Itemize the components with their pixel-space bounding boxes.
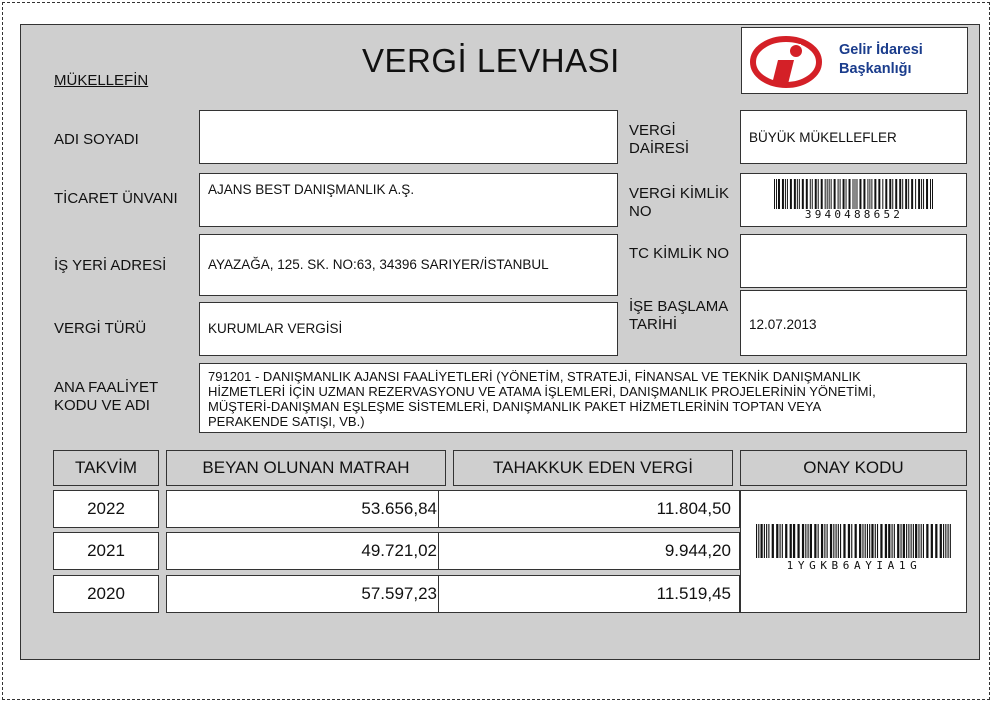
vergi-dairesi-field bbox=[740, 110, 967, 164]
ana-faaliyet-line: HİZMETLERİ İÇİN UZMAN REZERVASYONU VE ATAMA İŞLEMLERİ, DANIŞMANLIK PROJELERİNİN YÖNETİMİ, bbox=[208, 384, 876, 399]
adi-soyadi-value bbox=[200, 111, 617, 127]
vergi-kimlik-no-label: VERGİ KİMLİK NO bbox=[629, 185, 730, 220]
page-title: VERGİ LEVHASI bbox=[362, 42, 620, 79]
gib-logo-icon bbox=[748, 34, 828, 88]
table-row-vergi: 11.519,45 bbox=[438, 575, 740, 613]
ticaret-unvani-value: AJANS BEST DANIŞMANLIK A.Ş. bbox=[208, 182, 415, 197]
vergi-turu-value: KURUMLAR VERGİSİ bbox=[208, 321, 343, 336]
is-yeri-adresi-field bbox=[199, 234, 618, 296]
ana-faaliyet-line: 791201 - DANIŞMANLIK AJANSI FAALİYETLERİ (YÖNETİM, STRATEJİ, FİNANSAL VE TEKNİK DANIŞMANLIK bbox=[208, 369, 861, 384]
table-row-vergi: 9.944,20 bbox=[438, 532, 740, 570]
is-yeri-adresi-label: İŞ YERİ ADRESİ bbox=[54, 257, 167, 274]
logo-line1: Gelir İdaresi bbox=[839, 42, 923, 58]
header-takvim: TAKVİM bbox=[53, 450, 159, 486]
section-label: MÜKELLEFİN bbox=[54, 72, 149, 89]
ise-baslama-field bbox=[740, 290, 967, 356]
table-row-matrah: 53.656,84 bbox=[166, 490, 446, 528]
table-row-matrah: 49.721,02 bbox=[166, 532, 446, 570]
vergi-turu-label: VERGİ TÜRÜ bbox=[54, 320, 147, 337]
header-vergi: TAHAKKUK EDEN VERGİ bbox=[453, 450, 733, 486]
ana-faaliyet-line: MÜŞTERİ-DANIŞMAN EŞLEŞME SİSTEMLERİ, DANIŞMANLIK PAKET HİZMETLERİNİN TOPTAN VEYA bbox=[208, 399, 822, 414]
gib-logo-box bbox=[741, 27, 968, 94]
is-yeri-adresi-value: AYAZAĞA, 125. SK. NO:63, 34396 SARIYER/İSTANBUL bbox=[208, 257, 549, 272]
vergi-dairesi-label: VERGİ DAİRESİ bbox=[629, 122, 690, 157]
header-matrah: BEYAN OLUNAN MATRAH bbox=[166, 450, 446, 486]
vergi-dairesi-value: BÜYÜK MÜKELLEFLER bbox=[749, 130, 897, 145]
ticaret-unvani-field bbox=[199, 173, 618, 227]
onay-kodu-barcode-icon bbox=[756, 524, 952, 558]
onay-kodu-field bbox=[740, 490, 967, 613]
ana-faaliyet-label: ANA FAALİYET KODU VE ADI bbox=[54, 379, 159, 414]
tc-kimlik-no-field bbox=[740, 234, 967, 288]
ise-baslama-value: 12.07.2013 bbox=[749, 317, 817, 332]
vergi-kimlik-no-field bbox=[740, 173, 967, 227]
logo-line2: Başkanlığı bbox=[839, 61, 912, 77]
tc-kimlik-no-value bbox=[741, 235, 966, 251]
table-row-year: 2021 bbox=[53, 532, 159, 570]
vkn-barcode-text: 3940488652 bbox=[804, 208, 904, 221]
adi-soyadi-field bbox=[199, 110, 618, 164]
adi-soyadi-label: ADI SOYADI bbox=[54, 131, 139, 148]
ticaret-unvani-label: TİCARET ÜNVANI bbox=[54, 190, 178, 207]
ana-faaliyet-line: PERAKENDE SATIŞI, VB.) bbox=[208, 414, 365, 429]
ana-faaliyet-field bbox=[199, 363, 967, 433]
table-row-matrah: 57.597,23 bbox=[166, 575, 446, 613]
table-row-vergi: 11.804,50 bbox=[438, 490, 740, 528]
tc-kimlik-no-label: TC KİMLİK NO bbox=[629, 245, 730, 262]
table-row-year: 2020 bbox=[53, 575, 159, 613]
table-row-year: 2022 bbox=[53, 490, 159, 528]
vkn-barcode-icon bbox=[774, 179, 934, 209]
vergi-turu-field bbox=[199, 302, 618, 356]
ise-baslama-label: İŞE BAŞLAMA TARİHİ bbox=[629, 298, 729, 333]
header-onay-kodu: ONAY KODU bbox=[740, 450, 967, 486]
onay-kodu-barcode-text: 1YGKB6AYIA1G bbox=[786, 559, 922, 572]
